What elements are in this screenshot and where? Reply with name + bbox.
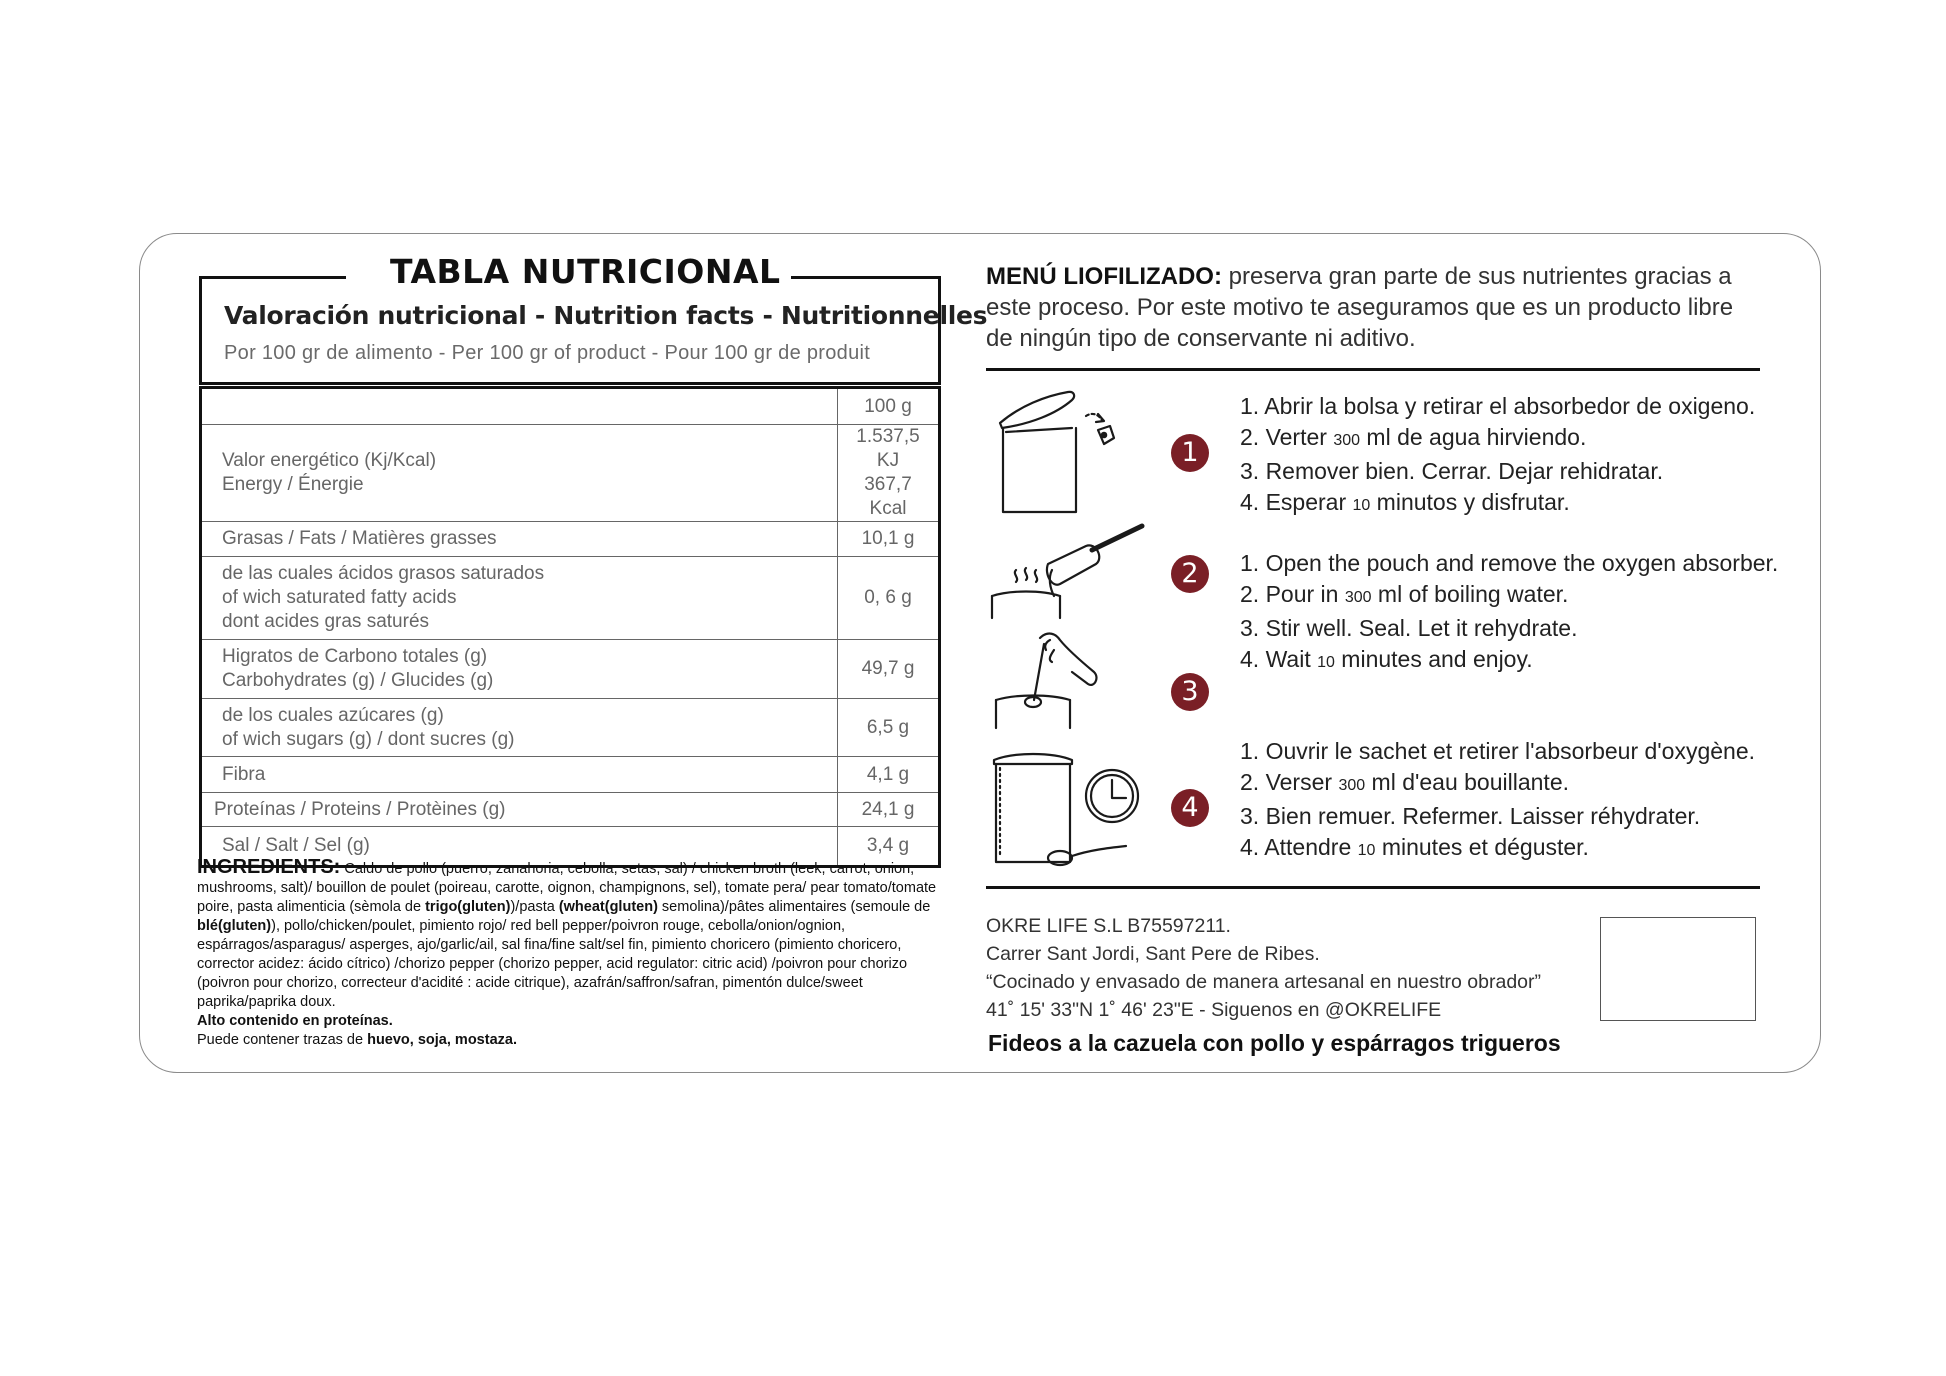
nutrient-value: 1.537,5 KJ 367,7 Kcal bbox=[838, 425, 940, 522]
nutrient-name: Fibra bbox=[201, 757, 838, 793]
menu-heading: MENÚ LIOFILIZADO: bbox=[986, 263, 1222, 290]
nutrient-name: Valor energético (Kj/Kcal) Energy / Énergie bbox=[201, 425, 838, 522]
nutrition-subtitle: Valoración nutricional - Nutrition facts - Nutritionnelles bbox=[224, 301, 988, 330]
table-row bbox=[201, 757, 940, 793]
company-quote: “Cocinado y envasado de manera artesanal en nuestro obrador” bbox=[986, 971, 1542, 993]
nutrient-value: 49,7 g bbox=[838, 640, 940, 699]
table-row bbox=[201, 522, 940, 557]
product-name: Fideos a la cazuela con pollo y espárragos trigueros bbox=[988, 1030, 1561, 1056]
steps-fr bbox=[1240, 736, 1780, 866]
company-address: Carrer Sant Jordi, Sant Pere de Ribes. bbox=[986, 943, 1320, 965]
wait-clock-icon bbox=[990, 750, 1150, 870]
step-item: 1. Open the pouch and remove the oxygen absorber. bbox=[1240, 550, 1779, 576]
open-pouch-icon bbox=[990, 388, 1130, 518]
step-item: 3. Remover bien. Cerrar. Dejar rehidratar. bbox=[1240, 458, 1664, 484]
step-item: 2. Pour in 300 ml of boiling water. bbox=[1240, 581, 1569, 607]
nutrient-name: de las cuales ácidos grasos saturados of wich saturated fatty acids dont acides gras saturés bbox=[201, 557, 838, 640]
divider-top bbox=[986, 368, 1760, 371]
high-protein-note: Alto contenido en proteínas. bbox=[197, 1013, 393, 1029]
nutrient-name: Higratos de Carbono totales (g) Carbohydrates (g) / Glucides (g) bbox=[201, 640, 838, 699]
company-info bbox=[986, 912, 1541, 1024]
table-row bbox=[201, 557, 940, 640]
ingredients-block bbox=[197, 858, 939, 1050]
step-item: 4. Wait 10 minutes and enjoy. bbox=[1240, 646, 1533, 672]
stir-icon bbox=[990, 628, 1130, 732]
step-item: 3. Bien remuer. Refermer. Laisser réhydrater. bbox=[1240, 803, 1701, 829]
steps-en bbox=[1240, 548, 1780, 678]
table-row bbox=[201, 640, 940, 699]
nutrient-value: 6,5 g bbox=[838, 699, 940, 757]
menu-intro: MENÚ LIOFILIZADO: preserva gran parte de sus nutrientes gracias a este proceso. Por este motivo te aseguramos que es un producto libre de ningún tipo de conservante ni aditivo. bbox=[986, 263, 1734, 352]
divider-bottom bbox=[986, 886, 1760, 889]
pour-water-icon bbox=[990, 522, 1160, 626]
step-badge-1: 1 bbox=[1171, 434, 1209, 472]
table-header-value: 100 g bbox=[838, 388, 940, 425]
table-row bbox=[201, 793, 940, 827]
company-name: OKRE LIFE S.L B75597211. bbox=[986, 915, 1231, 937]
nutrient-name: Grasas / Fats / Matières grasses bbox=[201, 522, 838, 557]
company-coords: 41˚ 15' 33"N 1˚ 46' 23"E - Siguenos en @OKRELIFE bbox=[986, 999, 1442, 1021]
nutrient-name: Sal / Salt / Sel (g) bbox=[201, 827, 838, 867]
nutrient-value: 0, 6 g bbox=[838, 557, 940, 640]
step-item: 4. Attendre 10 minutes et déguster. bbox=[1240, 834, 1589, 860]
nutrient-value: 24,1 g bbox=[838, 793, 940, 827]
nutrition-per-100g: Por 100 gr de alimento - Per 100 gr of product - Pour 100 gr de produit bbox=[224, 342, 871, 364]
nutrition-title: TABLA NUTRICIONAL bbox=[390, 252, 781, 291]
nutrient-value: 10,1 g bbox=[838, 522, 940, 557]
ingredients-text: INGREDIENTS: Caldo de pollo (puerro, zanahoria, cebolla, setas, sal) / chicken broth (leek, carrot, onion, mushrooms, salt)/ bouillon de poulet (poireau, carotte, oignon, champignons, sel), tomate pera/ pear tomato/tomate poire, pasta alimenticia (sèmola de trigo(gluten))/pasta (wheat(gluten) semolina)/pâtes alimentaires (semoule de blé(gluten)), pollo/chicken/poulet, pimiento rojo/ red bell pepper/poivron rouge, cebolla/onion/ognion, espárragos/asparagus/ asperges, ajo/garlic/ail, sal fina/fine salt/sel fin, pimiento choricero (pimiento choricero, corrector acidez: ácido cítrico) /chorizo pepper (chorizo pepper, acid regulator: citric acid) /poivron pour chorizo (poivron pour chorizo, correcteur d'acidité : acide citrique), azafrán/saffron/safran, pimentón dulce/sweet paprika/paprika doux. bbox=[197, 856, 937, 1010]
step-badge-4: 4 bbox=[1171, 789, 1209, 827]
step-item: 4. Esperar 10 minutos y disfrutar. bbox=[1240, 489, 1570, 515]
step-badge-2: 2 bbox=[1171, 555, 1209, 593]
table-row bbox=[201, 699, 940, 757]
steps-es bbox=[1240, 391, 1780, 521]
table-cell-empty bbox=[201, 388, 838, 425]
step-item: 1. Ouvrir le sachet et retirer l'absorbeur d'oxygène. bbox=[1240, 738, 1756, 764]
table-row bbox=[201, 388, 940, 425]
table-row bbox=[201, 425, 940, 522]
step-item: 3. Stir well. Seal. Let it rehydrate. bbox=[1240, 615, 1578, 641]
ingredients-heading: INGREDIENTS: bbox=[197, 856, 341, 878]
lot-box bbox=[1600, 917, 1756, 1021]
nutrient-name: de los cuales azúcares (g) of wich sugars (g) / dont sucres (g) bbox=[201, 699, 838, 757]
nutrient-value: 3,4 g bbox=[838, 827, 940, 867]
step-item: 2. Verter 300 ml de agua hirviendo. bbox=[1240, 424, 1587, 450]
nutrition-table bbox=[199, 386, 941, 868]
nutrition-header-box bbox=[199, 276, 941, 385]
step-badge-3: 3 bbox=[1171, 673, 1209, 711]
step-item: 2. Verser 300 ml d'eau bouillante. bbox=[1240, 769, 1569, 795]
nutrient-name: Proteínas / Proteins / Protèines (g) bbox=[201, 793, 838, 827]
step-item: 1. Abrir la bolsa y retirar el absorbedor de oxigeno. bbox=[1240, 393, 1756, 419]
allergen-traces: Puede contener trazas de huevo, soja, mostaza. bbox=[197, 1032, 517, 1048]
nutrient-value: 4,1 g bbox=[838, 757, 940, 793]
